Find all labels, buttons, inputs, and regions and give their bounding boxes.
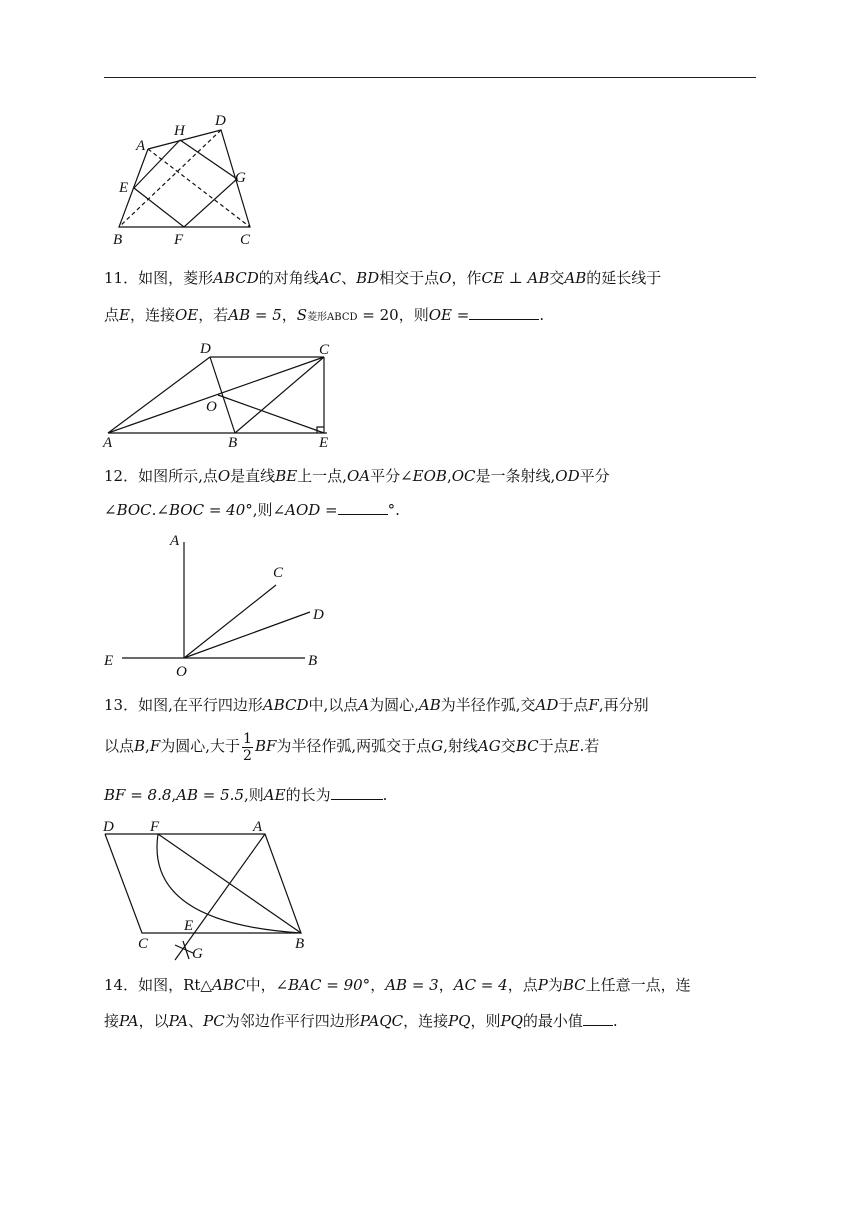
q12-line-2: ∠BOC.∠BOC = 40°,则∠AOD = °. xyxy=(104,501,400,519)
fraction-one-half: $\frac{1}{2}$ xyxy=(243,730,252,764)
label-E: E xyxy=(184,918,194,934)
label-C: C xyxy=(319,342,330,358)
label-O: O xyxy=(176,664,187,680)
label-E: E xyxy=(119,180,129,196)
q14-line-1: 14．如图，Rt△ABC中，∠BAC = 90°，AB = 3，AC = 4，点P为BC上任意一点，连 xyxy=(104,976,691,994)
answer-blank xyxy=(331,785,383,800)
answer-blank xyxy=(469,305,539,320)
label-F: F xyxy=(174,232,184,247)
label-D: D xyxy=(200,341,211,357)
label-G: G xyxy=(235,170,246,186)
figure-q13-parallelogram xyxy=(100,815,320,963)
label-B: B xyxy=(308,653,318,669)
q14-line-2: 接PA，以PA、PC为邻边作平行四边形PAQC，连接PQ，则PQ的最小值 . xyxy=(104,1012,618,1030)
answer-blank xyxy=(338,500,388,515)
label-D: D xyxy=(103,819,114,835)
header-rule xyxy=(104,77,756,78)
q13-line-2: 以点B,F为圆心,大于 $\frac{1}{2}$ BF为半径作弧,两弧交于点G,射线AG交BC于点E.若 xyxy=(104,730,600,764)
q11-line-2: 点E，连接OE，若AB = 5，S菱形ABCD = 20，则OE = . xyxy=(104,306,545,324)
label-B: B xyxy=(295,936,305,952)
label-D: D xyxy=(215,113,226,129)
label-O: O xyxy=(206,399,217,415)
label-A: A xyxy=(253,819,263,835)
label-C: C xyxy=(138,936,149,952)
label-A: A xyxy=(103,435,113,450)
label-C: C xyxy=(240,232,251,247)
label-D: D xyxy=(313,607,324,623)
label-H: H xyxy=(174,123,185,139)
label-A: A xyxy=(170,533,180,549)
label-E: E xyxy=(319,435,329,450)
label-G: G xyxy=(192,946,203,962)
label-B: B xyxy=(228,435,238,450)
label-A: A xyxy=(136,138,146,154)
label-F: F xyxy=(150,819,160,835)
q13-line-3: BF = 8.8,AB = 5.5,则AE的长为 . xyxy=(104,786,388,804)
figure-q11-rhombus xyxy=(100,338,340,450)
figure-q12-angles xyxy=(100,530,340,680)
figure-q10-quadrilateral xyxy=(104,105,274,247)
answer-blank xyxy=(583,1011,613,1026)
label-B: B xyxy=(113,232,123,247)
q13-line-1: 13．如图,在平行四边形ABCD中,以点A为圆心,AB为半径作弧,交AD于点F,再分别 xyxy=(104,696,649,714)
q12-line-1: 12．如图所示,点O是直线BE上一点,OA平分∠EOB,OC是一条射线,OD平分 xyxy=(104,467,610,485)
label-C: C xyxy=(273,565,284,581)
q11-line-1: 11．如图，菱形ABCD的对角线AC、BD相交于点O，作CE ⊥ AB交AB的延长线于 xyxy=(104,269,662,287)
label-E: E xyxy=(104,653,114,669)
